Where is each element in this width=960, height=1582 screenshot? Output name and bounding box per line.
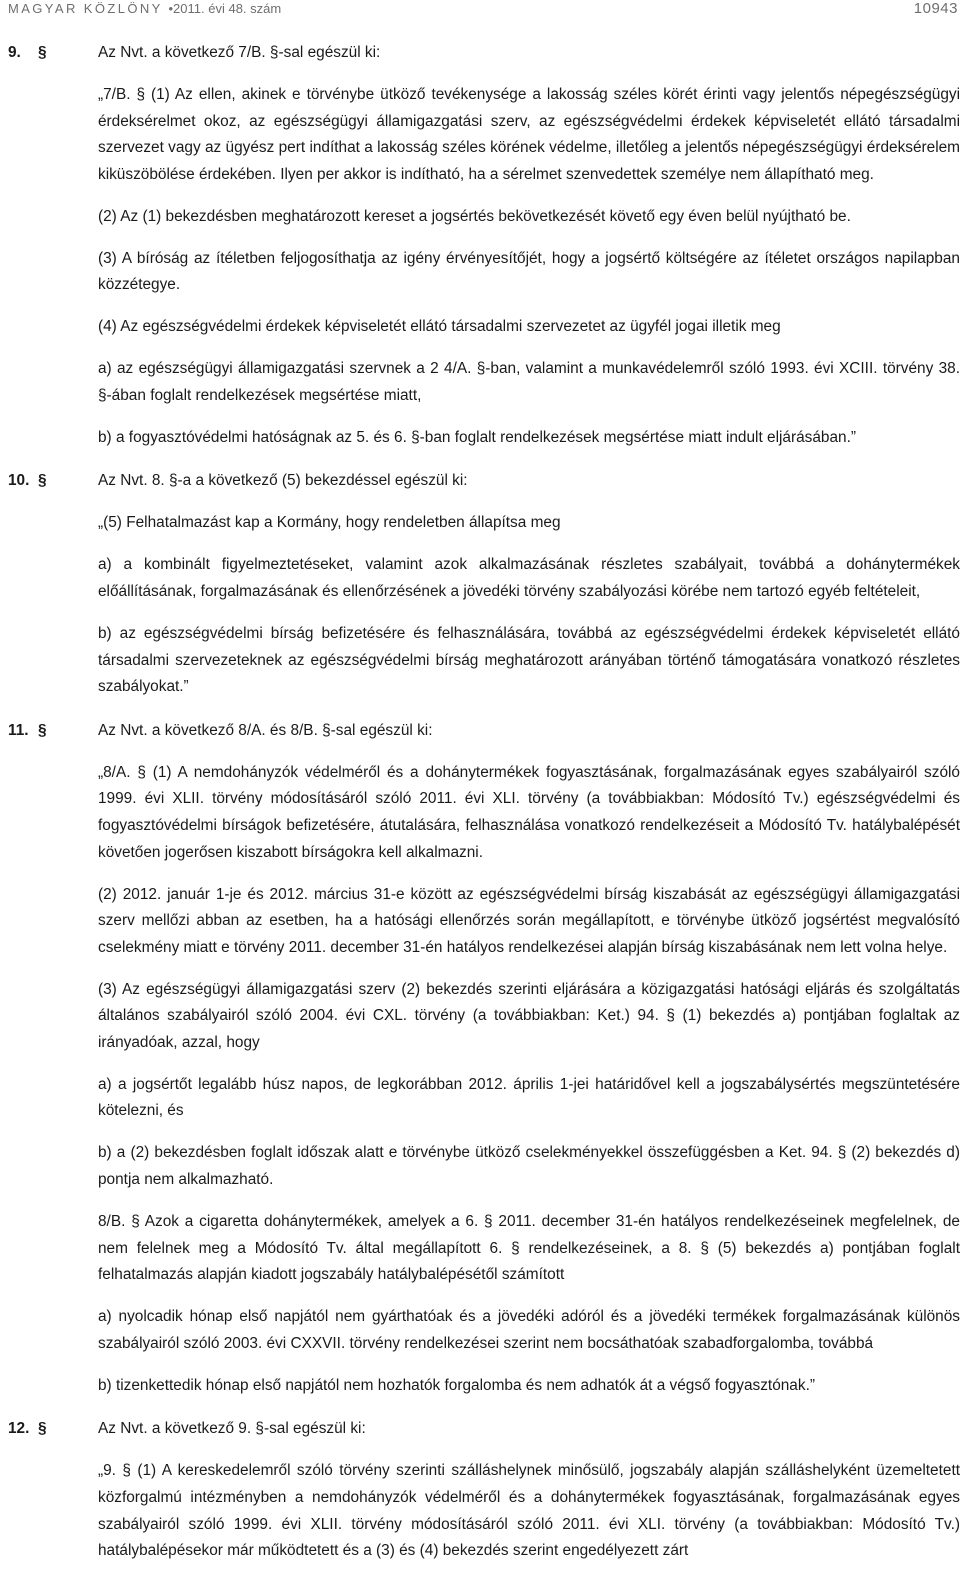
- paragraph: (4) Az egészségvédelmi érdekek képviseletét ellátó társadalmi szervezetet az ügyfél jogai illetik meg: [98, 318, 781, 336]
- issue-label: •2011. évi 48. szám: [168, 1, 282, 16]
- paragraph: (2) Az (1) bekezdésben meghatározott kereset a jogsértés bekövetkezését követő egy éven belül nyújtható be.: [98, 207, 851, 225]
- section-number: 11.: [8, 721, 29, 739]
- section-12: [8, 1416, 960, 1564]
- section-symbol: §: [38, 721, 47, 739]
- section-symbol: §: [38, 1420, 47, 1438]
- paragraph: b) az egészségvédelmi bírság befizetésére és felhasználására, továbbá az egészségvédelmi érdekek képviseletét ellátó társadalmi szervezeteknek az egészségvédelmi bírság meghatározott arányában történő támogatására vonatkozó részletes szabályokat.”: [98, 625, 960, 696]
- section-heading: [8, 468, 960, 495]
- paragraph: 8/B. § Azok a cigaretta dohánytermékek, amelyek a 6. § 2011. december 31-én hatályos rendelkezéseinek megfelelnek, de nem felelnek meg a Módosító Tv. által megállapított 6. § rendelkezéseinek, a 8. § (5) bekezdés a) pontjában foglalt felhatalmazás alapján kiadott jogszabály hatálybalépésétől számított: [98, 1213, 960, 1284]
- paragraph: a) a kombinált figyelmeztetéseket, valamint azok alkalmazásának részletes szabályait, továbbá a dohánytermékek előállításának, forgalmazásának és ellenőrzésének a jövedéki törvény szabályozási körébe nem tartozó egyéb feltételeit,: [98, 556, 960, 601]
- section-heading: [8, 718, 960, 745]
- paragraph: „7/B. § (1) Az ellen, akinek e törvénybe ütköző tevékenysége a lakosság széles körét érinti vagy jelentős népegészségügyi érdeksérelmet okoz, az egészségügyi államigazgatási szerv, az egészségvédelmi érdekek képviseletét ellátó társadalmi szervezet vagy az ügyész pert indíthat a lakosság széles körének védelme, illetőleg a jelentős népegészségügyi érdeksérelem kiküszöbölése érdekében. Ilyen per akkor is indítható, ha a sérelmet szenvedettek személye nem állapítható meg.: [98, 85, 960, 183]
- paragraph: (2) 2012. január 1-je és 2012. március 31-e között az egészségvédelmi bírság kiszabását az egészségügyi államigazgatási szerv mellőzi abban az esetben, ha a hatósági ellenőrzés során megállapított, e törvénybe ütköző jogsértést megvalósító cselekmény miatt e törvény 2011. december 31-én hatályos rendelkezései alapján bírság kiszabásának nem lett volna helye.: [98, 885, 960, 956]
- section-number: 10.: [8, 472, 30, 490]
- paragraph: a) a jogsértőt legalább húsz napos, de legkorábban 2012. április 1-jei határidővel kell a jogszabálysértés megszüntetésére kötelezni, és: [98, 1075, 960, 1120]
- section-intro: Az Nvt. a következő 9. §-sal egészül ki:: [98, 1420, 366, 1438]
- paragraph: (3) Az egészségügyi államigazgatási szerv (2) bekezdés szerinti eljárására a közigazgatási hatósági eljárás és szolgáltatás általános szabályairól szóló 2004. évi CXL. törvény (a továbbiakban: Ket.) 94. § (1) bekezdés a) pontjában foglaltak az irányadóak, azzal, hogy: [98, 980, 960, 1051]
- document-body: [8, 40, 960, 1582]
- paragraph: „(5) Felhatalmazást kap a Kormány, hogy rendeletben állapítsa meg: [98, 514, 561, 532]
- paragraph: a) az egészségügyi államigazgatási szervnek a 2 4/A. §-ban, valamint a munkavédelemről szóló 1993. évi XCIII. törvény 38. §-ában foglalt rendelkezések megsértése miatt,: [98, 360, 960, 404]
- section-intro: Az Nvt. a következő 8/A. és 8/B. §-sal egészül ki:: [98, 721, 433, 739]
- section-symbol: §: [38, 44, 47, 61]
- section-symbol: §: [38, 472, 47, 490]
- section-9: [8, 40, 960, 451]
- section-intro: Az Nvt. a következő 7/B. §-sal egészül ki:: [98, 44, 381, 61]
- paragraph: b) a fogyasztóvédelmi hatóságnak az 5. és 6. §-ban foglalt rendelkezések megsértése miatt indult eljárásában.”: [98, 428, 856, 446]
- section-10: [8, 468, 960, 700]
- section-heading: [8, 1416, 960, 1443]
- journal-name: MAGYAR KÖZLÖNY: [8, 1, 163, 16]
- paragraph: „8/A. § (1) A nemdohányzók védelméről és a dohánytermékek fogyasztásának, forgalmazásának egyes szabályairól szóló 1999. évi XLII. törvény módosításáról szóló 2011. évi XLI. törvény (a továbbiakban: Módosító Tv.) egészségvédelmi és fogyasztóvédelmi bírságok befizetésére, átutalására, felhasználása vonatkozó rendelkezéseit a Módosító Tv. hatálybalépését követően jogerősen kiszabott bírságokra kell alkalmazni.: [98, 763, 960, 861]
- section-11: [8, 718, 960, 1400]
- paragraph: (3) A bíróság az ítéletben feljogosíthatja az igény érvényesítőjét, hogy a jogsértő költségére az ítéletet országos napilapban közzétegye.: [98, 249, 960, 294]
- paragraph: „9. § (1) A kereskedelemről szóló törvény szerinti szálláshelynek minősülő, jogszabály alapján szálláshelyként üzemeltetett közforgalmú intézményben a nemdohányzók védelméről és a dohánytermékek fogyasztásának, forgalmazásának egyes szabályairól szóló 1999. évi XLII. törvény módosításáról szóló 2011. évi XLI. törvény (a továbbiakban: Módosító Tv.) hatálybalépésekor már működtetett és a (3) és (4) bekezdés szerint engedélyezett zárt: [98, 1462, 960, 1560]
- page-header: [0, 0, 960, 24]
- section-heading: [8, 40, 960, 67]
- section-number: 9.: [8, 44, 21, 61]
- paragraph: a) nyolcadik hónap első napjától nem gyárthatóak és a jövedéki adóról és a jövedéki termékek forgalmazásának különös szabályairól szóló 2003. évi CXXVII. törvény rendelkezései szerint nem bocsáthatóak szabadforgalomba, továbbá: [98, 1308, 960, 1352]
- page-number: 10943: [913, 0, 958, 17]
- paragraph: b) tizenkettedik hónap első napjától nem hozhatók forgalomba és nem adhatók át a végső fogyasztónak.”: [98, 1376, 815, 1394]
- section-number: 12.: [8, 1420, 30, 1438]
- journal-title-line: [8, 1, 281, 16]
- section-intro: Az Nvt. 8. §-a a következő (5) bekezdéssel egészül ki:: [98, 472, 468, 490]
- paragraph: b) a (2) bekezdésben foglalt időszak alatt e törvénybe ütköző cselekményekkel összefüggésben a Ket. 94. § (2) bekezdés d) pontja nem alkalmazható.: [98, 1144, 960, 1189]
